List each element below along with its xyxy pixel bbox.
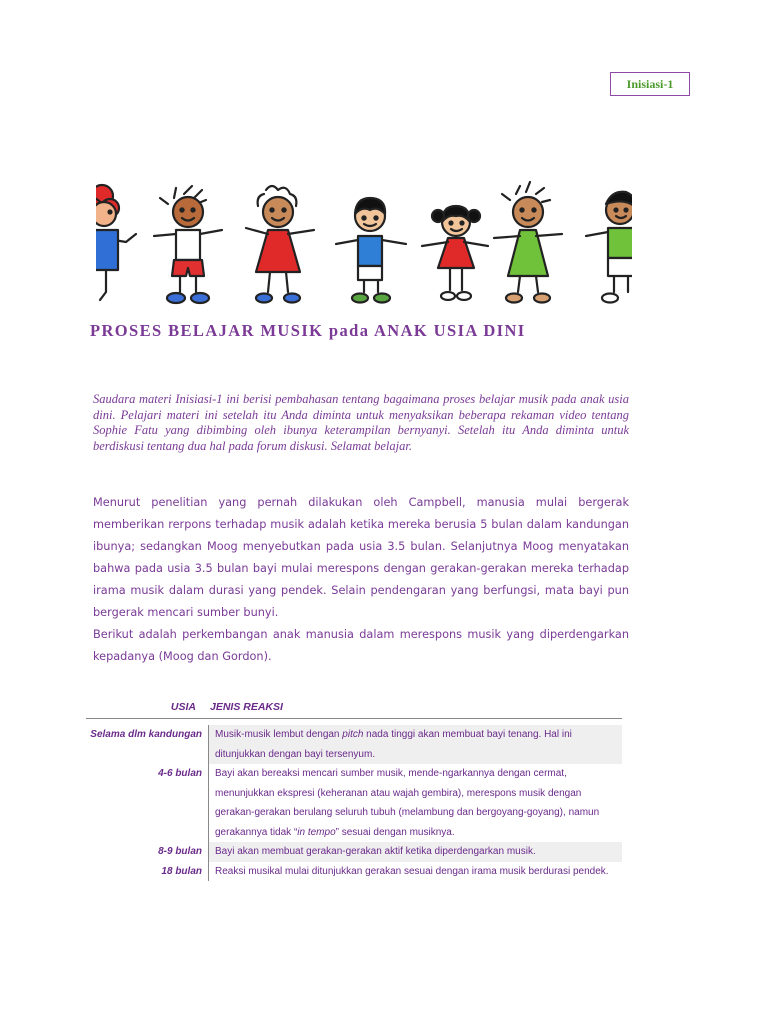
- table-row: [86, 842, 622, 862]
- row-reaction: Bayi akan membuat gerakan-gerakan aktif ketika diperdengarkan musik.: [209, 842, 622, 862]
- child-2: [154, 186, 222, 303]
- paragraph-table-intro: Berikut adalah perkembangan anak manusia dalam merespons musik yang diperdengarkan kepadanya (Moog dan Gordon).: [93, 628, 629, 663]
- table-row: [86, 862, 622, 882]
- row-reaction: Musik-musik lembut dengan pitch nada tinggi akan membuat bayi tenang. Hal ini ditunjukkan dengan bayi tersenyum.: [209, 725, 622, 764]
- child-5: [422, 206, 488, 300]
- child-4: [336, 198, 406, 303]
- table-row: [86, 725, 622, 764]
- header-reaction: JENIS REAKSI: [210, 701, 283, 713]
- reaction-table: [86, 696, 622, 881]
- table-row: [86, 764, 622, 842]
- paragraph-research: Menurut penelitian yang pernah dilakukan oleh Campbell, manusia mulai bergerak memberikan rerpons terhadap musik adalah ketika mereka berusia 5 bulan dalam kandungan ibunya; sedangkan Moog menyebutkan pada usia 3.5 bulan. Selanjutnya Moog menyatakan bahwa pada usia 3.5 bulan bayi mulai merespons dengan gerakan-gerakan mereka terhadap irama musik dalam durasi yang pendek. Selain pendengaran yang berfungsi, mata bayi pun bergerak mencari sumber bunyi.: [93, 496, 629, 619]
- child-3: [246, 186, 314, 303]
- row-age: 4-6 bulan: [86, 764, 209, 842]
- page-title: PROSES BELAJAR MUSIK pada ANAK USIA DINI: [90, 321, 526, 340]
- child-1: [96, 185, 136, 300]
- row-reaction: Bayi akan bereaksi mencari sumber musik, mende-ngarkannya dengan cermat, menunjukkan ekspresi (keheranan atau wajah gembira), merespons musik dengan gerakan-gerakan berulang seluruh tubuh (melambung dan bergoyang-goyang), namun gerakannya tidak “in tempo” sesuai dengan musiknya.: [215, 768, 600, 838]
- children-drawing: [96, 180, 632, 316]
- page-badge: Inisiasi-1: [610, 72, 690, 96]
- table-header: [86, 696, 622, 719]
- row-age: 8-9 bulan: [86, 842, 209, 862]
- body-text: [93, 492, 629, 668]
- row-age: Selama dlm kandungan: [86, 725, 209, 764]
- row-age: 18 bulan: [86, 862, 209, 882]
- child-7: [586, 192, 632, 303]
- header-age: USIA: [170, 701, 196, 713]
- intro-paragraph: Saudara materi Inisiasi-1 ini berisi pembahasan tentang bagaimana proses belajar musik pada anak usia dini. Pelajari materi ini setelah itu Anda diminta untuk menyaksikan beberapa rekaman video tentang Sophie Fatu yang dibimbing oleh ibunya keterampilan bernyanyi. Setelah itu Anda diminta untuk berdiskusi tentang dua hal pada forum diskusi. Selamat belajar.: [93, 392, 629, 453]
- child-6: [494, 182, 562, 303]
- children-illustration: [96, 180, 632, 316]
- row-reaction: Reaksi musikal mulai ditunjukkan gerakan sesuai dengan irama musik berdurasi pendek.: [215, 865, 609, 877]
